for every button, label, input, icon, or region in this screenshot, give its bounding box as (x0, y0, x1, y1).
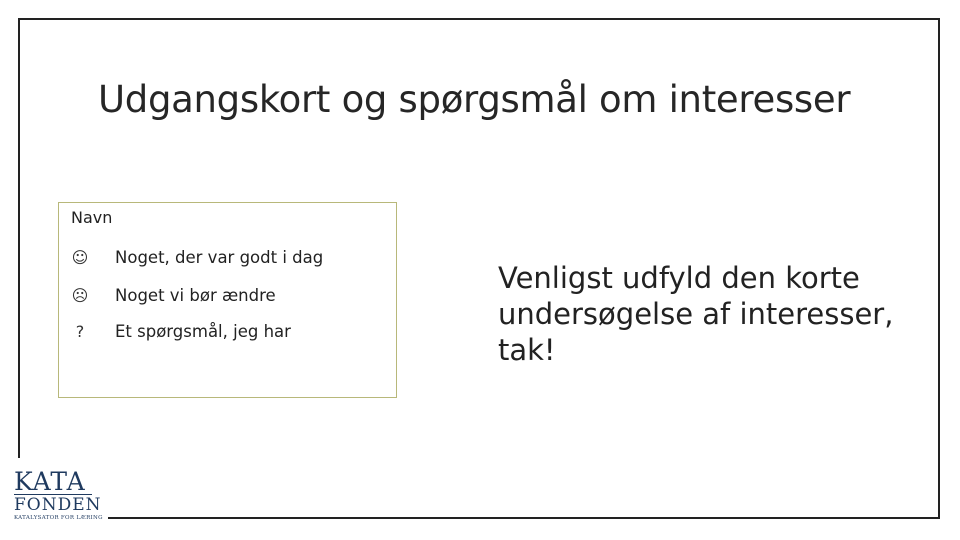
survey-instruction: Venligst udfyld den korte undersøgelse af interesser, tak! (498, 261, 894, 367)
slide-title: Udgangskort og spørgsmål om interesser (98, 78, 851, 121)
logo-line-2: FONDEN (14, 495, 102, 515)
logo-line-1: KATA (14, 467, 86, 496)
frown-icon: ☹ (71, 285, 89, 305)
kata-fonden-logo (14, 467, 104, 522)
card-row-label: Noget vi bør ændre (115, 285, 276, 305)
card-row-label: Et spørgsmål, jeg har (115, 321, 291, 341)
name-field-label: Navn (71, 208, 113, 227)
logo-tagline: KATALYSATOR FOR LÆRING (14, 515, 103, 521)
exit-card (58, 202, 397, 398)
card-row-label: Noget, der var godt i dag (115, 247, 324, 267)
question-icon: ? (75, 321, 85, 341)
smiley-icon: ☺ (71, 247, 89, 267)
